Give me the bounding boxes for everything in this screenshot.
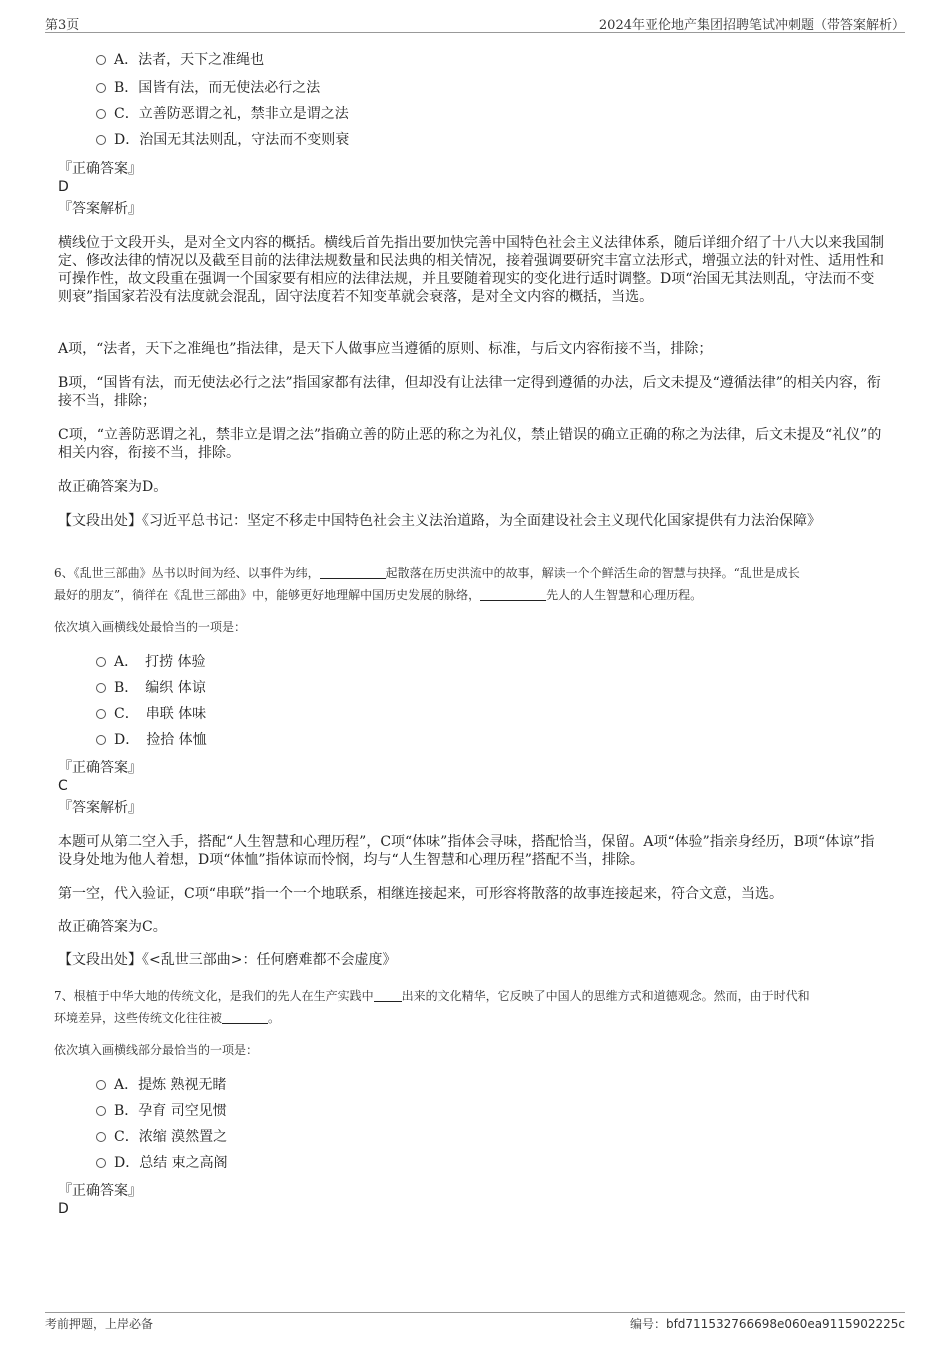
q5-option-d[interactable]: D．治国无其法则乱，守法而不变则衰 xyxy=(96,131,349,149)
document-id: 编号：bfd711532766698e060ea9115902225c xyxy=(629,1317,905,1331)
q6-analysis-label: 『答案解析』 xyxy=(58,800,142,816)
q5-option-a[interactable]: A．法者，天下之准绳也 xyxy=(96,51,264,69)
blank-2 xyxy=(222,1023,268,1024)
q6-prompt: 依次填入画横线处最恰当的一项是： xyxy=(54,620,247,634)
q6-stem: 6、《乱世三部曲》丛书以时间为经、以事件为纬， 起散落在历史洪流中的故事，解读一个个鲜活生命的智慧与抉择。“乱世是成长 最好的朋友”，徜徉在《乱世三部曲》中，能够更好地理解中国历史发展的脉络， 先人的人生智慧和心理历程。 xyxy=(54,566,800,602)
q5-conclusion: 故正确答案为D。 xyxy=(58,479,168,495)
q5-answer-label: 『正确答案』 xyxy=(58,161,142,177)
q7-stem: 7、根植于中华大地的传统文化，是我们的先人在生产实践中 出来的文化精华，它反映了中国人的思维方式和道德观念。然而，由于时代和 环境差异，这些传统文化往往被 。 xyxy=(54,989,810,1025)
radio-icon[interactable] xyxy=(96,1132,106,1142)
q5-option-c[interactable]: C．立善防恶谓之礼，禁非立是谓之法 xyxy=(96,105,349,123)
q5-answer: D xyxy=(58,179,69,195)
radio-icon[interactable] xyxy=(96,83,106,93)
q7-answer: D xyxy=(58,1201,69,1217)
q5-analysis-b: B项，“国皆有法，而无使法必行之法”指国家都有法律，但却没有让法律一定得到遵循的办法，后文未提及“遵循法律”的相关内容，衔接不当，排除； xyxy=(58,375,881,409)
radio-icon[interactable] xyxy=(96,1080,106,1090)
q5-option-b[interactable]: B．国皆有法，而无使法必行之法 xyxy=(96,79,320,97)
q6-conclusion: 故正确答案为C。 xyxy=(58,919,167,935)
page-header xyxy=(45,14,905,33)
q6-source: 【文段出处】《<乱世三部曲>：任何磨难都不会虚度》 xyxy=(58,952,397,968)
radio-icon[interactable] xyxy=(96,1106,106,1116)
radio-icon[interactable] xyxy=(96,109,106,119)
radio-icon[interactable] xyxy=(96,735,106,745)
radio-icon[interactable] xyxy=(96,657,106,667)
q7-option-b[interactable]: B．孕育 司空见惯 xyxy=(96,1102,227,1120)
radio-icon[interactable] xyxy=(96,1158,106,1168)
q6-option-a[interactable]: A． 打捞 体验 xyxy=(96,653,206,671)
q6-answer: C xyxy=(58,778,68,794)
q5-analysis-main: 横线位于文段开头，是对全文内容的概括。横线后首先指出要加快完善中国特色社会主义法律体系，随后详细介绍了十八大以来我国制定、修改法律的情况以及截至目前的法律法规数量和民法典的相关情况，接着强调要研究丰富立法形式，增强立法的针对性、适用性和可操作性，故文段重在强调一个国家要有相应的法律法规，并且要随着现实的变化进行适时调整。D项“治国无其法则乱，守法而不变则衰”指国家若没有法度就会混乱，固守法度若不知变革就会衰落，是对全文内容的概括，当选。 xyxy=(58,235,884,305)
footer-slogan: 考前押题，上岸必备 xyxy=(45,1317,154,1331)
q6-option-b[interactable]: B． 编织 体谅 xyxy=(96,679,206,697)
q6-answer-label: 『正确答案』 xyxy=(58,760,142,776)
q6-option-d[interactable]: D． 捡拾 体恤 xyxy=(96,731,207,749)
q6-analysis-first-blank: 第一空，代入验证，C项“串联”指一个一个地联系，相继连接起来，可形容将散落的故事连接起来，符合文意，当选。 xyxy=(58,886,784,902)
blank-1 xyxy=(320,578,386,579)
radio-icon[interactable] xyxy=(96,135,106,145)
q5-analysis-a: A项，“法者，天下之准绳也”指法律，是天下人做事应当遵循的原则、标准，与后文内容衔接不当，排除； xyxy=(58,341,713,357)
q7-option-c[interactable]: C．浓缩 漠然置之 xyxy=(96,1128,227,1146)
q7-option-d[interactable]: D．总结 束之高阁 xyxy=(96,1154,228,1172)
q7-prompt: 依次填入画横线部分最恰当的一项是： xyxy=(54,1043,259,1057)
q7-option-a[interactable]: A．提炼 熟视无睹 xyxy=(96,1076,227,1094)
q5-analysis-label: 『答案解析』 xyxy=(58,201,142,217)
blank-1 xyxy=(374,1001,402,1002)
radio-icon[interactable] xyxy=(96,709,106,719)
radio-icon[interactable] xyxy=(96,55,106,65)
q6-option-c[interactable]: C． 串联 体味 xyxy=(96,705,206,723)
q6-analysis-main: 本题可从第二空入手，搭配“人生智慧和心理历程”，C项“体味”指体会寻味，搭配恰当，保留。A项“体验”指亲身经历，B项“体谅”指设身处地为他人着想，D项“体恤”指体谅而怜悯，均与“人生智慧和心理历程”搭配不当，排除。 xyxy=(58,834,875,868)
page-number: 第3页 xyxy=(45,18,80,33)
radio-icon[interactable] xyxy=(96,683,106,693)
page-footer xyxy=(45,1312,905,1331)
q5-source: 【文段出处】《习近平总书记：坚定不移走中国特色社会主义法治道路，为全面建设社会主义现代化国家提供有力法治保障》 xyxy=(58,513,821,529)
q7-answer-label: 『正确答案』 xyxy=(58,1183,142,1199)
blank-2 xyxy=(480,600,546,601)
q5-analysis-c: C项，“立善防恶谓之礼，禁非立是谓之法”指确立善的防止恶的称之为礼仪，禁止错误的确立正确的称之为法律，后文未提及“礼仪”的相关内容，衔接不当，排除。 xyxy=(58,427,882,461)
document-title: 2024年亚伦地产集团招聘笔试冲刺题（带答案解析） xyxy=(598,18,905,33)
